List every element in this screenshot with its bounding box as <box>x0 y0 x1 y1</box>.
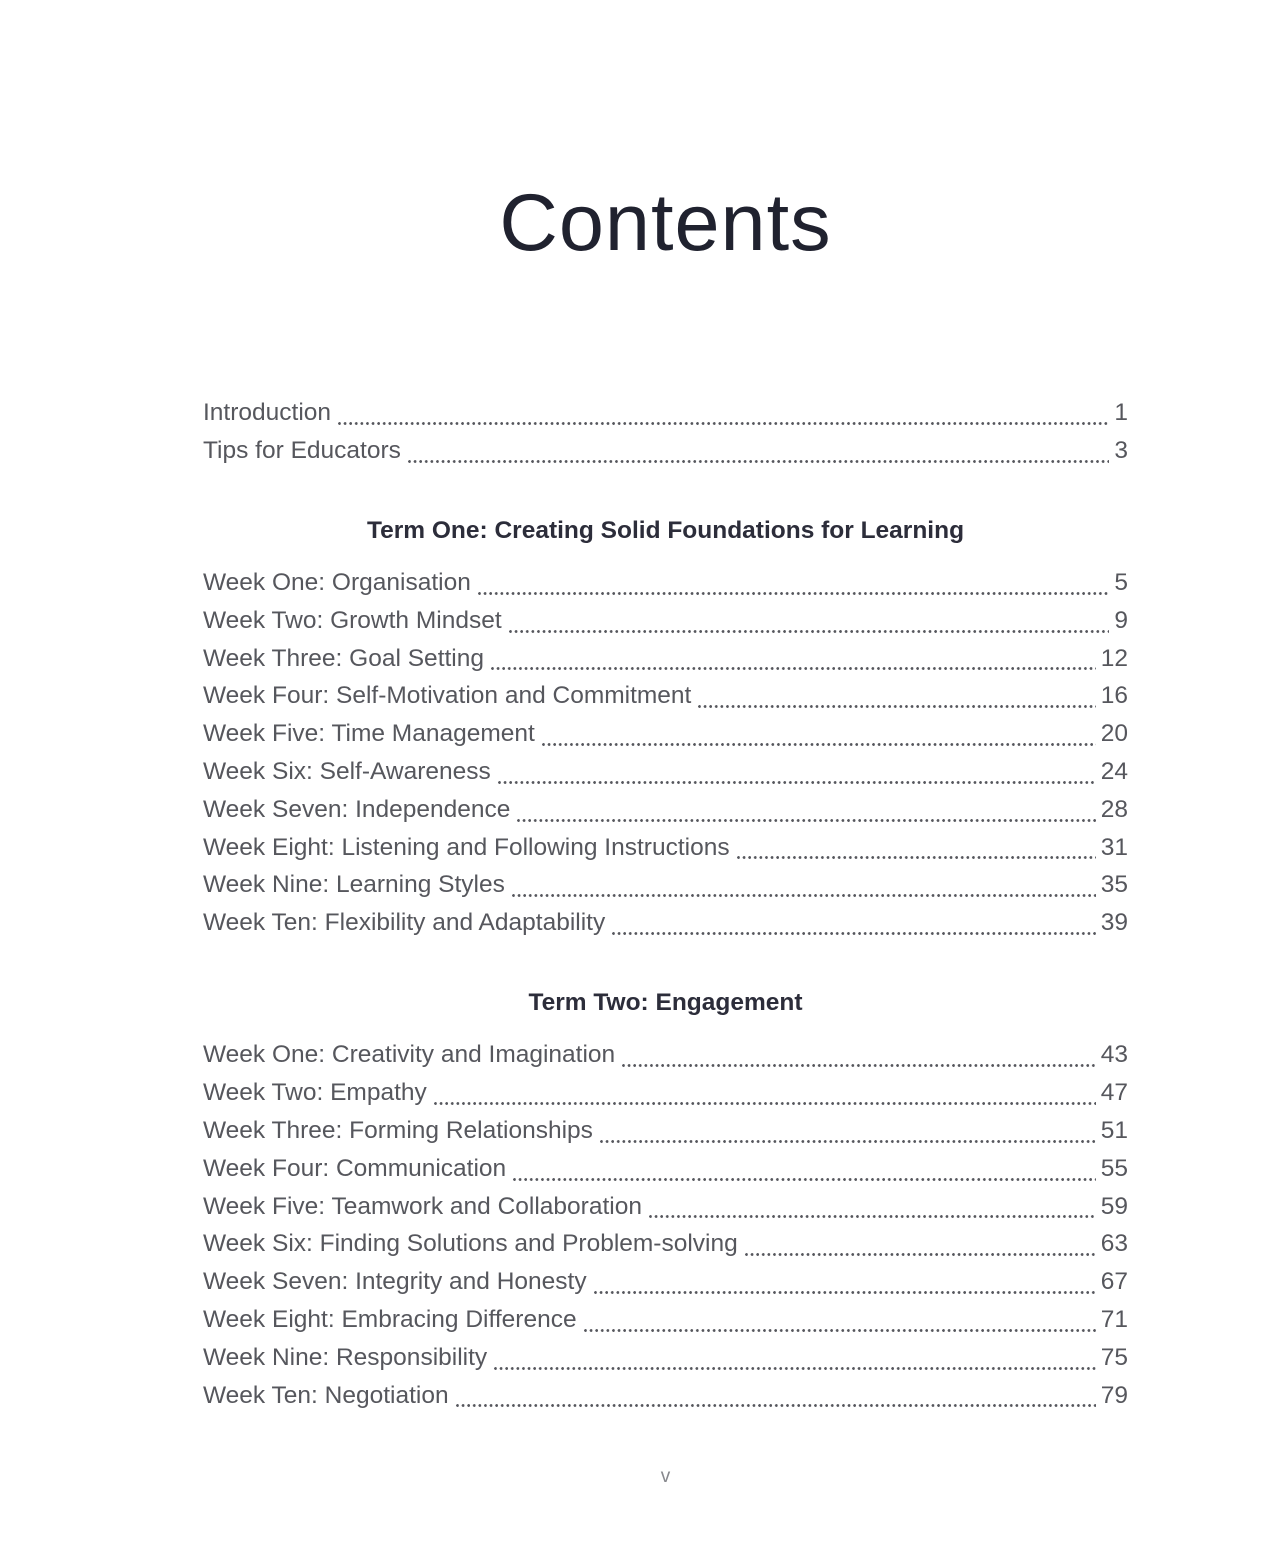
toc-entry-label: Week Two: Growth Mindset <box>203 606 502 634</box>
toc-entry-page: 20 <box>1100 720 1128 748</box>
toc-entry-page: 9 <box>1114 606 1128 634</box>
toc-entry-page: 51 <box>1100 1116 1128 1144</box>
toc-entry-page: 12 <box>1100 644 1128 672</box>
dot-leader <box>456 1377 1096 1415</box>
dot-leader <box>498 753 1096 791</box>
dot-leader <box>512 866 1096 904</box>
toc-entry-page: 5 <box>1114 568 1128 596</box>
front-matter-list <box>203 394 1128 470</box>
dot-leader <box>622 1036 1096 1074</box>
dot-leader <box>517 791 1095 829</box>
section-heading: Term Two: Engagement <box>528 988 803 1016</box>
toc-entry <box>203 1112 1128 1150</box>
toc-entry-label: Week Six: Self-Awareness <box>203 757 491 785</box>
toc-entry-label: Week Four: Self-Motivation and Commitment <box>203 682 692 710</box>
toc-entry <box>203 1377 1128 1415</box>
toc-entry <box>203 1301 1128 1339</box>
toc-entry-label: Week One: Creativity and Imagination <box>203 1041 616 1069</box>
toc-entry <box>203 1036 1128 1074</box>
toc-entry-page: 79 <box>1100 1381 1128 1409</box>
section-heading: Term One: Creating Solid Foundations for Learning <box>366 516 965 544</box>
toc-entry-label: Week Seven: Integrity and Honesty <box>203 1268 587 1296</box>
dot-leader <box>649 1188 1096 1226</box>
toc-entry-label: Tips for Educators <box>203 436 401 464</box>
toc-entry <box>203 394 1128 432</box>
toc-entry-label: Week Six: Finding Solutions and Problem-solving <box>203 1230 738 1258</box>
toc-entry-page: 47 <box>1100 1079 1128 1107</box>
dot-leader <box>698 677 1095 715</box>
dot-leader <box>338 394 1109 432</box>
dot-leader <box>494 1339 1096 1377</box>
dot-leader <box>600 1112 1096 1150</box>
toc-entry-page: 31 <box>1100 833 1128 861</box>
section-term-two <box>203 988 1128 1414</box>
toc-entry-page: 39 <box>1100 909 1128 937</box>
toc-entry <box>203 602 1128 640</box>
toc-entry <box>203 640 1128 678</box>
dot-leader <box>513 1150 1096 1188</box>
toc-entry <box>203 1225 1128 1263</box>
toc-entry-label: Week Four: Communication <box>203 1154 507 1182</box>
toc-entry-label: Week Nine: Learning Styles <box>203 871 505 899</box>
toc-entry <box>203 1188 1128 1226</box>
dot-leader <box>542 715 1096 753</box>
toc-entry <box>203 715 1128 753</box>
toc-entry-page: 71 <box>1100 1305 1128 1333</box>
toc-entry-label: Week Seven: Independence <box>203 795 511 823</box>
toc-entry <box>203 1339 1128 1377</box>
dot-leader <box>584 1301 1096 1339</box>
dot-leader <box>491 640 1096 678</box>
toc-entry-page: 28 <box>1100 795 1128 823</box>
toc-entry-page: 75 <box>1100 1343 1128 1371</box>
toc-entry <box>203 866 1128 904</box>
toc-entry-page: 24 <box>1100 757 1128 785</box>
toc-entry-label: Week One: Organisation <box>203 568 471 596</box>
toc-entry-page: 35 <box>1100 871 1128 899</box>
toc-entry <box>203 677 1128 715</box>
toc-entry <box>203 753 1128 791</box>
dot-leader <box>478 564 1110 602</box>
toc-entry-page: 59 <box>1100 1192 1128 1220</box>
toc-entry-label: Introduction <box>203 399 332 426</box>
toc-entry-label: Week Ten: Flexibility and Adaptability <box>203 909 606 937</box>
dot-leader <box>745 1225 1096 1263</box>
toc-entry <box>203 1263 1128 1301</box>
toc-entry-label: Week Five: Teamwork and Collaboration <box>203 1192 642 1220</box>
toc-entry-page: 1 <box>1114 399 1128 426</box>
toc-entry-label: Week Eight: Embracing Difference <box>203 1305 577 1333</box>
folio-page-number: v <box>660 1466 671 1487</box>
section-term-one <box>203 516 1128 942</box>
dot-leader <box>612 904 1096 942</box>
toc-entry <box>203 1150 1128 1188</box>
toc-entry-label: Week Three: Forming Relationships <box>203 1116 593 1144</box>
page-title: Contents <box>499 178 832 268</box>
toc-entry <box>203 791 1128 829</box>
toc-entry <box>203 1074 1128 1112</box>
page-content <box>203 0 1128 1414</box>
toc-entry-label: Week Two: Empathy <box>203 1079 427 1107</box>
toc-entry-label: Week Nine: Responsibility <box>203 1343 488 1371</box>
toc-entry-page: 63 <box>1100 1230 1128 1258</box>
toc-entry-label: Week Ten: Negotiation <box>203 1381 449 1409</box>
dot-leader <box>594 1263 1096 1301</box>
toc-entry <box>203 564 1128 602</box>
toc-entry-label: Week Five: Time Management <box>203 720 535 748</box>
toc-entry-label: Week Eight: Listening and Following Instructions <box>203 833 730 861</box>
toc-entry-page: 43 <box>1100 1041 1128 1069</box>
toc-entry-page: 16 <box>1100 682 1128 710</box>
toc-entry-label: Week Three: Goal Setting <box>203 644 484 672</box>
dot-leader <box>509 602 1110 640</box>
toc-entry-page: 55 <box>1100 1154 1128 1182</box>
dot-leader <box>408 432 1109 470</box>
toc-entry-page: 67 <box>1100 1268 1128 1296</box>
toc-entry <box>203 829 1128 867</box>
dot-leader <box>434 1074 1096 1112</box>
toc-entry <box>203 904 1128 942</box>
dot-leader <box>737 829 1096 867</box>
toc-entry-page: 3 <box>1114 436 1128 464</box>
toc-entry <box>203 432 1128 470</box>
